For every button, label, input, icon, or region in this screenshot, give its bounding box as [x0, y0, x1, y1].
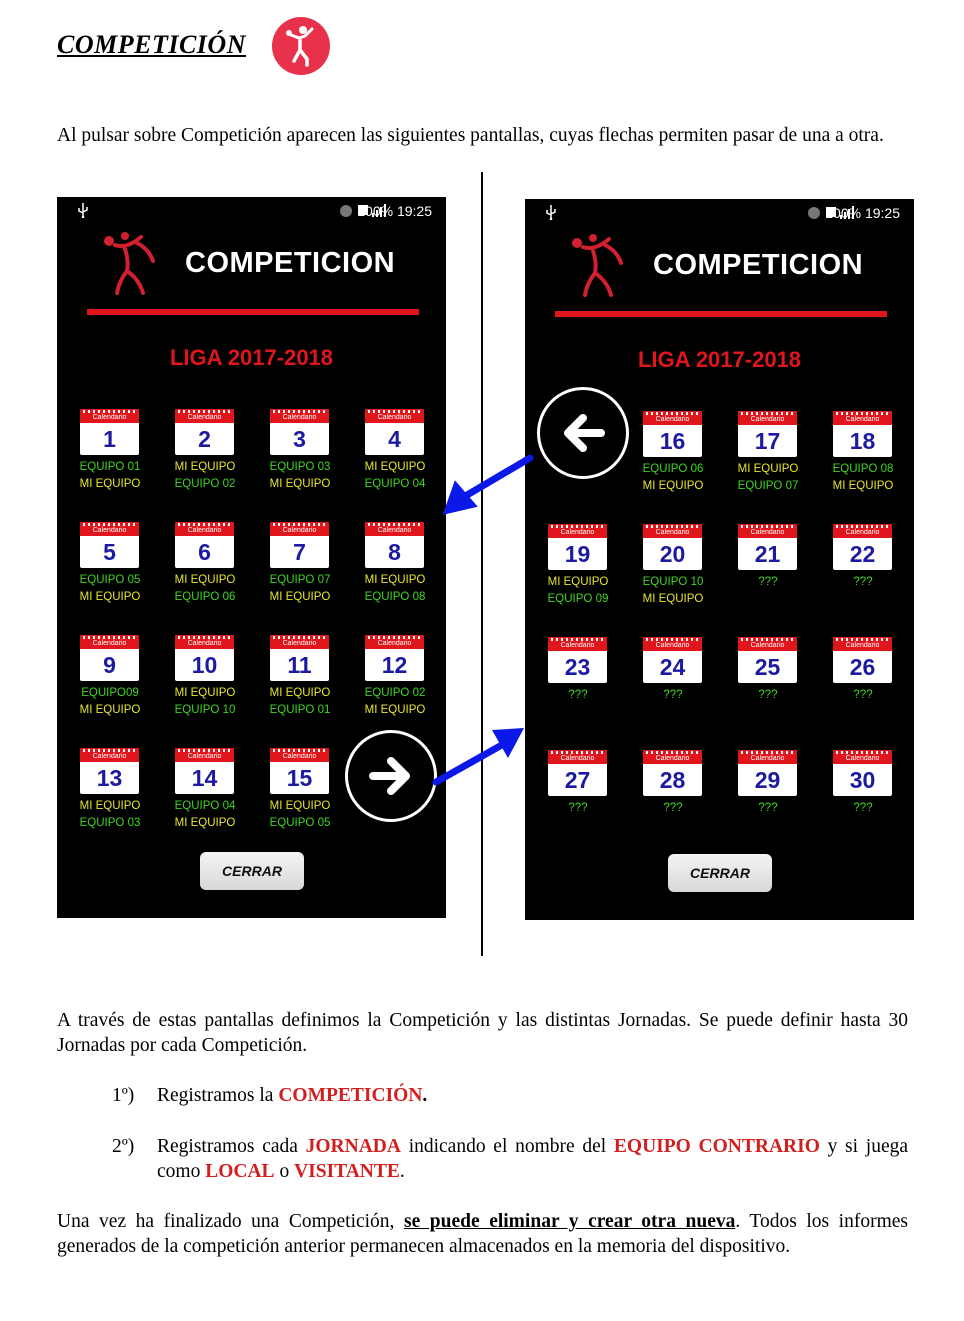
matchday-tile[interactable]: [724, 750, 812, 850]
calendar-icon: Calendario 10: [175, 635, 234, 681]
description-paragraph: A través de estas pantallas definimos la Competición y las distintas Jornadas. Se puede definir hasta 30 Jornadas por cada Competición.: [57, 1010, 908, 1056]
matchday-number: 5: [103, 539, 116, 565]
calendar-icon: Calendario 30: [833, 750, 892, 796]
matchday-tile[interactable]: [351, 522, 439, 622]
matchday-number: 23: [564, 654, 591, 680]
usb-icon: [545, 204, 557, 220]
home-team: EQUIPO 08: [832, 463, 894, 475]
arrow-to-right-screen: [428, 722, 538, 792]
home-team: MI EQUIPO: [79, 800, 141, 812]
matchday-tile[interactable]: [819, 750, 907, 850]
away-team: MI EQUIPO: [269, 591, 331, 603]
matchday-tile[interactable]: [819, 411, 907, 511]
final-paragraph: Una vez ha finalizado una Competición, se puede eliminar y crear otra nueva. Todos los informes generados de la competición anterior permanecen almacenados en la memoria del dispositivo.: [57, 1211, 908, 1257]
calendar-icon: Calendario 11: [270, 635, 329, 681]
arrow-to-left-screen: [430, 440, 540, 530]
matchday-tile[interactable]: [629, 524, 717, 624]
status-bar: [57, 197, 446, 225]
matchday-number: 28: [659, 767, 686, 793]
matchday-number: 6: [198, 539, 211, 565]
home-team: EQUIPO 04: [174, 800, 236, 812]
home-team: ???: [568, 689, 588, 701]
matchday-number: 1: [103, 426, 116, 452]
away-team: EQUIPO 01: [269, 704, 331, 716]
matchday-number: 21: [754, 541, 781, 567]
next-arrow-button[interactable]: [345, 730, 437, 822]
divider-line: [481, 172, 483, 956]
matchday-number: 19: [564, 541, 591, 567]
away-team: EQUIPO 05: [269, 817, 331, 829]
matchday-tile[interactable]: [351, 409, 439, 509]
matchday-number: 8: [388, 539, 401, 565]
title-underline: [555, 311, 887, 317]
matchday-tile[interactable]: [161, 522, 249, 622]
calendar-icon: Calendario 28: [643, 750, 702, 796]
home-team: MI EQUIPO: [364, 574, 426, 586]
matchday-number: 25: [754, 654, 781, 680]
calendar-icon: Calendario 21: [738, 524, 797, 570]
calendar-icon: Calendario 15: [270, 748, 329, 794]
calendar-icon: Calendario 14: [175, 748, 234, 794]
calendar-icon: Calendario 13: [80, 748, 139, 794]
matchday-number: 26: [849, 654, 876, 680]
matchday-tile[interactable]: [629, 411, 717, 511]
calendar-icon: Calendario 29: [738, 750, 797, 796]
home-team: MI EQUIPO: [174, 687, 236, 699]
matchday-number: 7: [293, 539, 306, 565]
away-team: EQUIPO 09: [547, 593, 609, 605]
calendar-icon: Calendario 3: [270, 409, 329, 455]
calendar-icon: Calendario 23: [548, 637, 607, 683]
matchday-number: 16: [659, 428, 686, 454]
home-team: ???: [758, 802, 778, 814]
away-team: MI EQUIPO: [832, 480, 894, 492]
matchday-number: 27: [564, 767, 591, 793]
matchday-tile[interactable]: [724, 411, 812, 511]
matchday-tile[interactable]: [161, 635, 249, 735]
calendar-icon: Calendario 17: [738, 411, 797, 457]
close-button[interactable]: CERRAR: [200, 852, 304, 890]
calendar-icon: Calendario 24: [643, 637, 702, 683]
calendar-icon: Calendario 7: [270, 522, 329, 568]
home-team: EQUIPO 05: [79, 574, 141, 586]
matchday-number: 24: [659, 654, 686, 680]
arrow-left-icon: [559, 409, 607, 457]
calendar-icon: Calendario 25: [738, 637, 797, 683]
step-1-text: Registramos la COMPETICIÓN.: [157, 1085, 428, 1106]
matchday-number: 3: [293, 426, 306, 452]
matchday-tile[interactable]: [256, 635, 344, 735]
home-team: EQUIPO 02: [364, 687, 426, 699]
matchday-tile[interactable]: [66, 635, 154, 735]
home-team: ???: [853, 689, 873, 701]
matchday-tile[interactable]: [351, 635, 439, 735]
step-2-text: Registramos cada JORNADA indicando el nombre del EQUIPO CONTRARIO y si juega como LOCAL o VISITANTE.: [157, 1136, 909, 1182]
title-underline: [87, 309, 419, 315]
home-team: ???: [758, 576, 778, 588]
matchday-tile[interactable]: [724, 637, 812, 737]
home-team: ???: [568, 802, 588, 814]
away-team: EQUIPO 03: [79, 817, 141, 829]
home-team: EQUIPO 06: [642, 463, 704, 475]
screen-title: COMPETICION: [653, 249, 864, 281]
matchday-number: 13: [96, 765, 123, 791]
away-team: MI EQUIPO: [79, 704, 141, 716]
calendar-icon: Calendario 20: [643, 524, 702, 570]
calendar-icon: Calendario 1: [80, 409, 139, 455]
competition-icon: [272, 17, 330, 75]
calendar-icon: Calendario 19: [548, 524, 607, 570]
home-team: MI EQUIPO: [269, 687, 331, 699]
calendar-icon: Calendario 16: [643, 411, 702, 457]
away-team: MI EQUIPO: [642, 593, 704, 605]
matchday-number: 20: [659, 541, 686, 567]
matchday-tile[interactable]: [66, 409, 154, 509]
step-1-number: 1º): [112, 1085, 135, 1106]
away-team: MI EQUIPO: [79, 478, 141, 490]
away-team: MI EQUIPO: [642, 480, 704, 492]
matchday-tile[interactable]: [819, 637, 907, 737]
matchday-number: 15: [286, 765, 313, 791]
home-team: ???: [853, 576, 873, 588]
matchday-number: 12: [381, 652, 408, 678]
status-battery-time: 100% 19:25: [357, 203, 432, 219]
intro-paragraph: Al pulsar sobre Competición aparecen las siguientes pantallas, cuyas flechas permiten pasar de una a otra.: [57, 125, 884, 146]
handball-logo-icon: [565, 229, 637, 299]
screenshot-competition-screen-2: [525, 199, 914, 920]
matchday-tile[interactable]: [161, 748, 249, 848]
calendar-icon: Calendario 5: [80, 522, 139, 568]
step-2-number: 2º): [112, 1136, 135, 1157]
matchday-number: 18: [849, 428, 876, 454]
handball-logo-icon: [97, 227, 169, 297]
calendar-icon: Calendario 6: [175, 522, 234, 568]
matchday-tile[interactable]: [534, 637, 622, 737]
home-team: ???: [663, 689, 683, 701]
status-bar: [525, 199, 914, 227]
matchday-tile[interactable]: [724, 524, 812, 624]
away-team: MI EQUIPO: [364, 704, 426, 716]
away-team: EQUIPO 10: [174, 704, 236, 716]
matchday-number: 11: [287, 652, 312, 678]
screenshot-competition-screen-1: [57, 197, 446, 918]
away-team: EQUIPO 08: [364, 591, 426, 603]
away-team: MI EQUIPO: [79, 591, 141, 603]
matchday-tile[interactable]: [819, 524, 907, 624]
home-team: MI EQUIPO: [269, 800, 331, 812]
away-team: EQUIPO 02: [174, 478, 236, 490]
matchday-tile[interactable]: [629, 750, 717, 850]
away-team: EQUIPO 06: [174, 591, 236, 603]
calendar-icon: Calendario 12: [365, 635, 424, 681]
matchday-number: 4: [388, 426, 401, 452]
home-team: MI EQUIPO: [174, 574, 236, 586]
away-team: MI EQUIPO: [174, 817, 236, 829]
calendar-icon: Calendario 18: [833, 411, 892, 457]
home-team: EQUIPO 01: [79, 461, 141, 473]
calendar-icon: Calendario 8: [365, 522, 424, 568]
home-team: ???: [663, 802, 683, 814]
home-team: EQUIPO 07: [269, 574, 331, 586]
home-team: MI EQUIPO: [547, 576, 609, 588]
matchday-tile[interactable]: [256, 748, 344, 848]
calendar-icon: Calendario 9: [80, 635, 139, 681]
calendar-icon: Calendario 26: [833, 637, 892, 683]
matchday-number: 2: [198, 426, 211, 452]
screen-title: COMPETICION: [185, 247, 396, 279]
matchday-tile[interactable]: [256, 522, 344, 622]
home-team: EQUIPO 03: [269, 461, 331, 473]
away-team: EQUIPO 04: [364, 478, 426, 490]
matchday-tile[interactable]: [66, 522, 154, 622]
matchday-number: 10: [191, 652, 218, 678]
matchday-number: 17: [754, 428, 781, 454]
home-team: ???: [758, 689, 778, 701]
matchday-number: 29: [754, 767, 781, 793]
matchday-tile[interactable]: [629, 637, 717, 737]
close-button[interactable]: CERRAR: [668, 854, 772, 892]
calendar-icon: Calendario 22: [833, 524, 892, 570]
away-team: EQUIPO 07: [737, 480, 799, 492]
page-title: COMPETICIÓN: [57, 30, 246, 59]
usb-icon: [77, 202, 89, 218]
matchday-tile[interactable]: [161, 409, 249, 509]
matchday-tile[interactable]: [534, 750, 622, 850]
home-team: EQUIPO09: [81, 687, 139, 699]
matchday-tile[interactable]: [534, 524, 622, 624]
matchday-number: 14: [191, 765, 218, 791]
home-team: ???: [853, 802, 873, 814]
home-team: MI EQUIPO: [364, 461, 426, 473]
status-battery-time: 100% 19:25: [825, 205, 900, 221]
home-team: MI EQUIPO: [174, 461, 236, 473]
calendar-icon: Calendario 27: [548, 750, 607, 796]
arrow-right-icon: [367, 752, 415, 800]
previous-arrow-button[interactable]: [537, 387, 629, 479]
home-team: EQUIPO 10: [642, 576, 704, 588]
matchday-tile[interactable]: [66, 748, 154, 848]
season-label: LIGA 2017-2018: [169, 345, 334, 370]
season-label: LIGA 2017-2018: [637, 347, 802, 372]
matchday-number: 30: [849, 767, 876, 793]
calendar-icon: Calendario 2: [175, 409, 234, 455]
matchday-number: 9: [103, 652, 116, 678]
matchday-tile[interactable]: [256, 409, 344, 509]
calendar-icon: Calendario 4: [365, 409, 424, 455]
home-team: MI EQUIPO: [737, 463, 799, 475]
away-team: MI EQUIPO: [269, 478, 331, 490]
matchday-number: 22: [849, 541, 876, 567]
